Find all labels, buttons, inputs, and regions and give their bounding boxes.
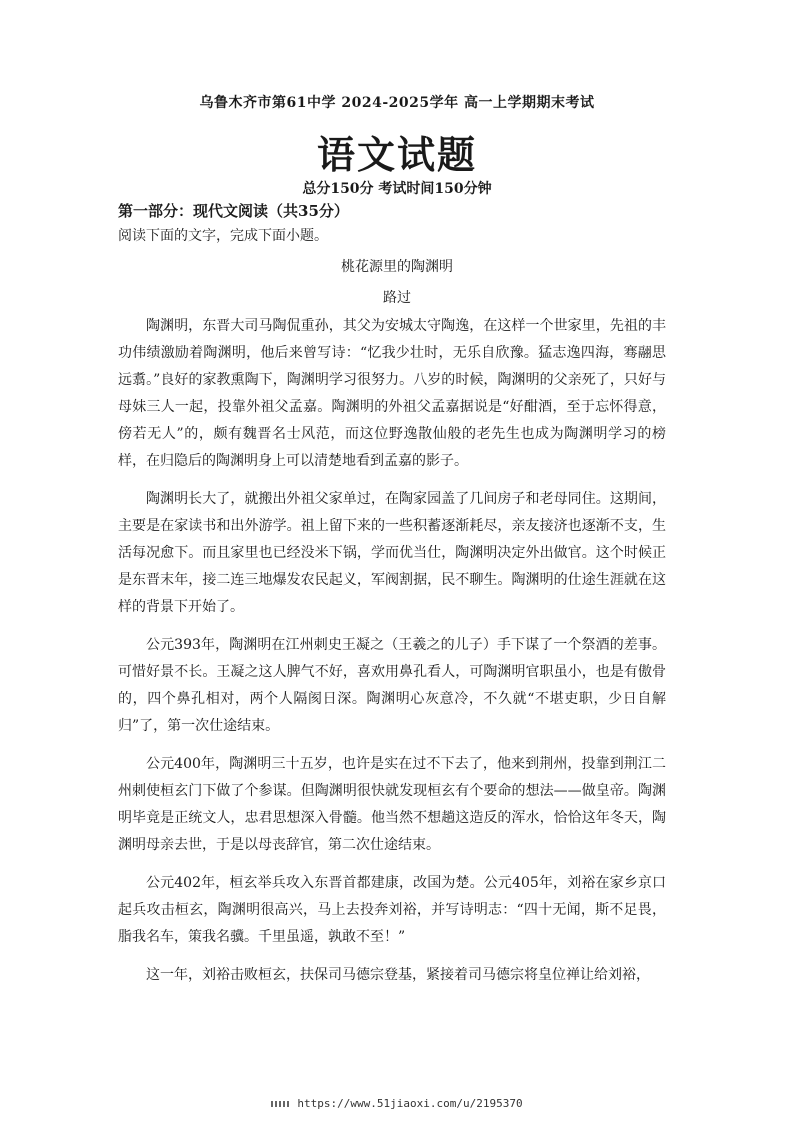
article-title: 桃花源里的陶渊明 [341, 259, 453, 275]
article-paragraph: 陶渊明，东晋大司马陶侃重孙，其父为安城太守陶逸，在这样一个世家里，先祖的丰功伟绩激励着陶渊明，他后来曾写诗：“忆我少壮时，无乐自欣豫。猛志逸四海，骞翮思远翥。”良好的家教熏陶下，陶渊明学习很努力。八岁的时候，陶渊明的父亲死了，只好与母妹三人一起，投靠外祖父孟嘉。陶渊明的外祖父孟嘉据说是“好酣酒，至于忘怀得意，傍若无人”的，颇有魏晋名士风范，而这位野逸散仙般的老先生也成为陶渊明学习的榜样，在归隐后的陶渊明身上可以清楚地看到孟嘉的影子。 [118, 318, 666, 469]
article-author: 路过 [383, 290, 411, 306]
article-paragraph: 这一年，刘裕击败桓玄，扶保司马德宗登基，紧接着司马德宗将皇位禅让给刘裕， [146, 967, 650, 983]
page-title: 语文试题 [316, 132, 477, 177]
article-paragraph: 公元402年，桓玄举兵攻入东晋首都建康，改国为楚。公元405年，刘裕在家乡京口起兵攻击桓玄，陶渊明很高兴，马上去投奔刘裕，并写诗明志：“四十无闻，斯不足畏，脂我名车，策我名骥。千里虽遥，孰敢不至！” [118, 875, 666, 945]
reading-instruction: 阅读下面的文字，完成下面小题。 [118, 228, 328, 244]
footer-url[interactable]: https://www.51jiaoxi.com/u/2195370 [297, 1097, 523, 1110]
section-heading: 第一部分：现代文阅读（共35分） [118, 202, 349, 220]
footer [0, 1097, 794, 1110]
article-body [118, 313, 666, 1000]
exam-meta: 总分150分 考试时间150分钟 [302, 181, 492, 197]
watermark-logo-icon [271, 1101, 291, 1107]
article-paragraph: 公元393年，陶渊明在江州刺史王凝之（王羲之的儿子）手下谋了一个祭酒的差事。可惜好景不长。王凝之这人脾气不好，喜欢用鼻孔看人，可陶渊明官职虽小，也是有傲骨的，四个鼻孔相对，两个人隔阂日深。陶渊明心灰意冷，不久就“不堪吏职，少日自解归”了，第一次仕途结束。 [118, 637, 666, 734]
article-paragraph: 陶渊明长大了，就搬出外祖父家单过，在陶家园盖了几间房子和老母同住。这期间，主要是在家读书和出外游学。祖上留下来的一些积蓄逐渐耗尽，亲友接济也逐渐不支，生活每况愈下。而且家里也已经没米下锅，学而优当仕，陶渊明决定外出做官。这个时候正是东晋末年，接二连三地爆发农民起义，军阀割据，民不聊生。陶渊明的仕途生涯就在这样的背景下开始了。 [118, 491, 666, 615]
school-exam-line: 乌鲁木齐市第61中学 2024-2025学年 高一上学期期末考试 [199, 95, 595, 111]
article-paragraph: 公元400年，陶渊明三十五岁，也许是实在过不下去了，他来到荆州，投靠到荆江二州刺使桓玄门下做了个参谋。但陶渊明很快就发现桓玄有个要命的想法——做皇帝。陶渊明毕竟是正统文人，忠君思想深入骨髓。他当然不想趟这造反的浑水，恰恰这年冬天，陶渊明母亲去世，于是以母丧辞官，第二次仕途结束。 [118, 756, 666, 853]
